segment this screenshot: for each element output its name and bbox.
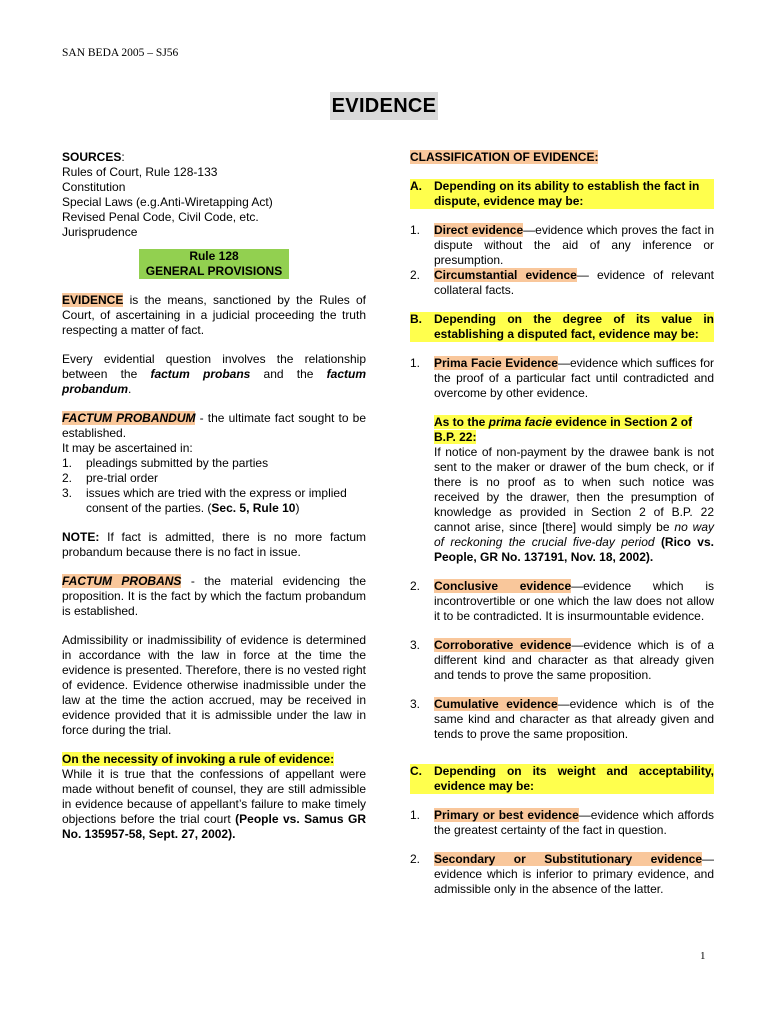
probans-term: FACTUM PROBANS: [62, 574, 182, 588]
necessity-body: [62, 767, 366, 842]
term: Corroborative evidence: [434, 638, 572, 652]
section-text: Depending on its ability to establish the fact in dispute, evidence may be:: [434, 179, 700, 208]
list-number: 1.: [410, 223, 421, 237]
probandum-term: FACTUM PROBANDUM: [62, 411, 196, 425]
list-number: 2.: [62, 471, 73, 485]
note-body: [434, 415, 714, 565]
list-number: 3.: [410, 697, 421, 711]
list-text-body: issues which are tried with the express or implied consent of the parties. (: [86, 486, 347, 515]
section-letter: B.: [410, 312, 422, 326]
list-item: [410, 638, 714, 683]
list-number: 1.: [410, 356, 421, 370]
note-paragraph: [62, 530, 366, 560]
term: Direct evidence: [434, 223, 524, 237]
sources-label: SOURCES: [62, 150, 122, 164]
definition: — evidence of relevant collateral facts.: [434, 268, 714, 297]
evidence-term: EVIDENCE: [62, 293, 124, 307]
section-a-heading: [410, 179, 714, 209]
note-text: [434, 445, 714, 565]
list-text: [434, 638, 714, 683]
note-heading-pre: As to the: [434, 415, 489, 429]
section-letter: C.: [410, 764, 422, 778]
necessity-section: [62, 752, 366, 842]
list-text: [86, 486, 366, 516]
section-text: Depending on its weight and acceptability, evidence may be:: [434, 764, 714, 793]
factum-probandum-section: [62, 411, 366, 516]
list-text: [434, 697, 714, 742]
necessity-text: While it is true that the confessions of appellant were made without benefit of counsel, they are still admissible in evidence because of appellant’s failure to make timely objections before the trial court: [62, 767, 366, 826]
note-heading: [434, 415, 692, 444]
list-number: 2.: [410, 579, 421, 593]
classification-heading: [410, 150, 714, 165]
list-item: [410, 579, 714, 624]
list-text: [434, 852, 714, 897]
definition: —evidence which is of a different kind and character as that already given and tends to prove the same proposition.: [434, 638, 714, 682]
term: Secondary or Substitutionary evidence: [434, 852, 702, 866]
definition: —evidence which affords the greatest certainty of the fact in question.: [434, 808, 714, 837]
page-header: SAN BEDA 2005 – SJ56: [62, 47, 179, 59]
definition: —evidence which is inferior to primary evidence, and admissible only in the absence of the latter.: [434, 852, 714, 896]
note-heading-italic: prima facie: [488, 415, 553, 429]
list-item: [410, 697, 714, 742]
term: Primary or best evidence: [434, 808, 579, 822]
definition: —evidence which suffices for the proof of a particular fact until contradicted and overcome by other evidence.: [434, 356, 714, 400]
necessity-heading: [62, 752, 366, 767]
list-item: [410, 223, 714, 268]
note-label: NOTE:: [62, 530, 100, 544]
sources-heading: [62, 150, 366, 165]
probans-definition: [62, 574, 366, 619]
term: Cumulative evidence: [434, 697, 558, 711]
list-item: [62, 471, 366, 486]
source-item: Revised Penal Code, Civil Code, etc.: [62, 210, 259, 224]
note-text: If fact is admitted, there is no more factum probandum because there is no fact in issue.: [62, 530, 366, 559]
page-number: 1: [700, 950, 706, 962]
list-item: [62, 456, 366, 471]
list-number: 3.: [62, 486, 73, 500]
citation: (Rico vs. People, GR No. 137191, Nov. 18, 2002).: [434, 535, 714, 564]
list-item: [410, 852, 714, 897]
definition: —evidence which is incontrovertible or one which the law does not allow it to be contradicted. It is insurmountable evidence.: [434, 579, 714, 623]
list-number: 3.: [410, 638, 421, 652]
list-number: 1.: [62, 456, 73, 470]
section-letter: A.: [410, 179, 422, 193]
probandum-definition: [62, 411, 366, 441]
note-text-italic: no way of reckoning the crucial five-day period: [434, 520, 714, 549]
list-item: [410, 356, 714, 401]
list-number: 2.: [410, 268, 421, 282]
classification-heading-text: CLASSIFICATION OF EVIDENCE:: [410, 150, 599, 164]
probans-def: - the material evidencing the proposition. It is the fact by which the factum probandum is established.: [62, 574, 366, 618]
term: Prima Facie Evidence: [434, 356, 558, 370]
list-text: [434, 356, 714, 401]
note-text-body: If notice of non-payment by the drawee bank is not sent to the maker or drawer of the bum check, or if there is no proof as to when such notice was received by the drawer, then the presumption of knowledge as provided in Section 2 of B.P. 22 cannot arise, since [there] would simply be: [434, 445, 714, 534]
probandum-def: - the ultimate fact sought to be established.: [62, 411, 366, 440]
relationship-pre: Every evidential question involves the relationship between the: [62, 352, 366, 381]
left-column: [62, 150, 366, 842]
list-item: [410, 268, 714, 298]
rule-128-box: [139, 249, 289, 279]
relationship-paragraph: [62, 352, 366, 397]
right-column: [410, 150, 714, 897]
source-item: Jurisprudence: [62, 225, 138, 239]
list-text: [434, 808, 714, 838]
list-number: 1.: [410, 808, 421, 822]
factum-probandum-term: factum probandum: [62, 367, 366, 396]
definition: —evidence which proves the fact in dispute without the aid of any inference or presumption.: [434, 223, 715, 267]
source-item: Special Laws (e.g.Anti-Wiretapping Act): [62, 195, 273, 209]
indent: [410, 415, 434, 565]
list-text: [434, 268, 714, 298]
list-item: [62, 486, 366, 516]
page-title: EVIDENCE: [330, 92, 439, 120]
list-text: pre-trial order: [86, 471, 159, 485]
list-item: [410, 808, 714, 838]
citation-close: ): [295, 501, 300, 515]
section-b-heading: [410, 312, 714, 342]
rule-box-line1: Rule 128: [189, 249, 239, 263]
term: Circumstantial evidence: [434, 268, 577, 282]
prima-facie-note: [410, 415, 714, 565]
sources-colon: :: [121, 150, 125, 164]
list-text: pleadings submitted by the parties: [86, 456, 269, 470]
list-text: [434, 223, 714, 268]
evidence-def-text: is the means, sanctioned by the Rules of Court, of ascertaining in a judicial proceeding the truth respecting a matter of fact.: [62, 293, 366, 337]
note-heading-post: evidence in Section 2 of B.P. 22:: [434, 415, 693, 444]
necessity-heading-text: On the necessity of invoking a rule of evidence:: [62, 752, 335, 766]
title-container: [0, 92, 768, 120]
rule-box-line2: GENERAL PROVISIONS: [145, 264, 283, 278]
list-number: 2.: [410, 852, 421, 866]
section-c-heading: [410, 764, 714, 794]
admissibility-paragraph: Admissibility or inadmissibility of evidence is determined in accordance with the law in force at the time the evidence is presented. Therefore, there is no vested right of evidence. Evidence otherwise inadmissible under the law at the time the action accrued, may be received in evidence provided that it is admissible under the law in force during the trial.: [62, 633, 366, 737]
definition: —evidence which is of the same kind and character as that already given and tends to prove the same proposition.: [434, 697, 714, 741]
probandum-intro: It may be ascertained in:: [62, 441, 193, 455]
evidence-definition: [62, 293, 366, 338]
factum-probans-term: factum probans: [150, 367, 251, 381]
relationship-post: .: [128, 382, 132, 396]
list-text: [434, 579, 714, 624]
term: Conclusive evidence: [434, 579, 572, 593]
relationship-mid: and the: [250, 367, 327, 381]
source-item: Constitution: [62, 180, 126, 194]
section-text: Depending on the degree of its value in establishing a disputed fact, evidence may be:: [434, 312, 714, 341]
source-item: Rules of Court, Rule 128-133: [62, 165, 218, 179]
citation: (People vs. Samus GR No. 135957-58, Sept. 27, 2002).: [62, 812, 366, 841]
citation: Sec. 5, Rule 10: [211, 501, 296, 515]
